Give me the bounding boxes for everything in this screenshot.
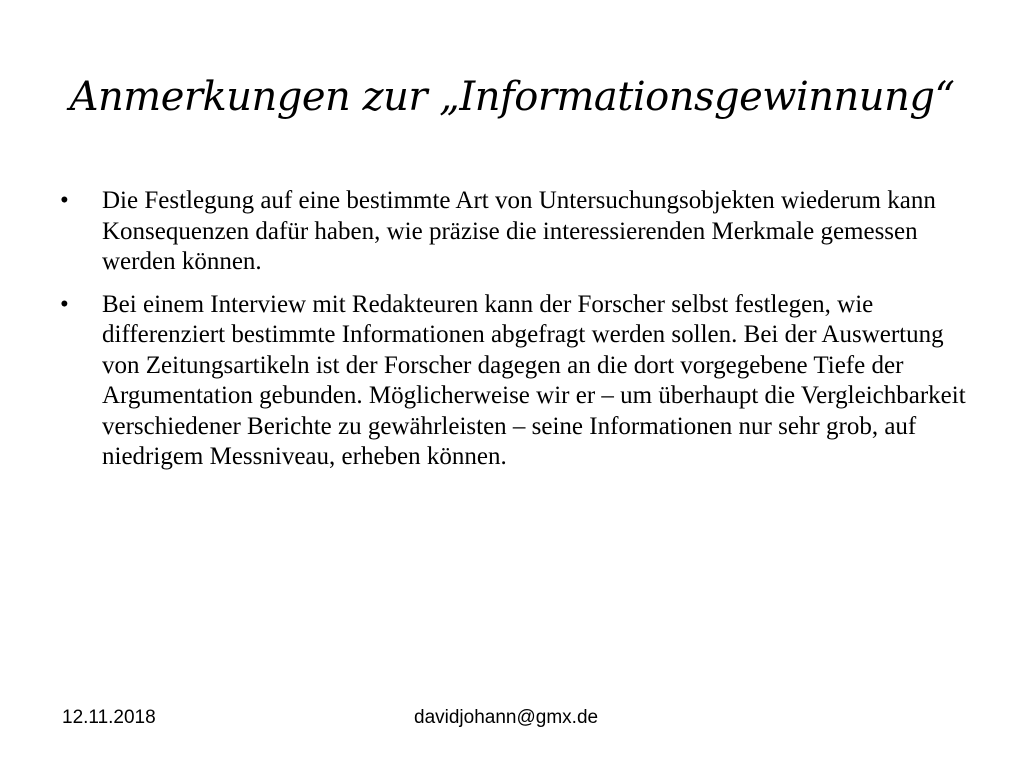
footer-date: 12.11.2018	[62, 707, 156, 728]
bullet-text: Die Festlegung auf eine bestimmte Art von Untersuchungsobjekten wiederum kann Konsequenzen dafür haben, wie präzise die interessierenden Merkmale gemessen werden können.	[102, 187, 936, 275]
bullet-icon: •	[60, 187, 69, 214]
slide-title: Anmerkungen zur „Informationsgewinnung“	[69, 74, 955, 120]
bullet-item	[60, 290, 972, 473]
bullet-item	[60, 186, 972, 278]
bullet-icon: •	[60, 290, 69, 318]
footer-email: davidjohann@gmx.de	[414, 707, 599, 728]
bullet-list	[60, 186, 972, 485]
bullet-text: Bei einem Interview mit Redakteuren kann der Forscher selbst festlegen, wie differenziert bestimmte Informationen abgefragt werden sollen. Bei der Auswertung von Zeitungsartikeln ist der Forscher dagegen an die dort vorgegebene Tiefe der Argumentation gebunden. Möglicherweise wir er – um überhaupt die Vergleichbarkeit verschiedener Berichte zu gewährleisten – seine Informationen nur sehr grob, auf niedrigem Messniveau, erheben können.	[102, 290, 966, 470]
